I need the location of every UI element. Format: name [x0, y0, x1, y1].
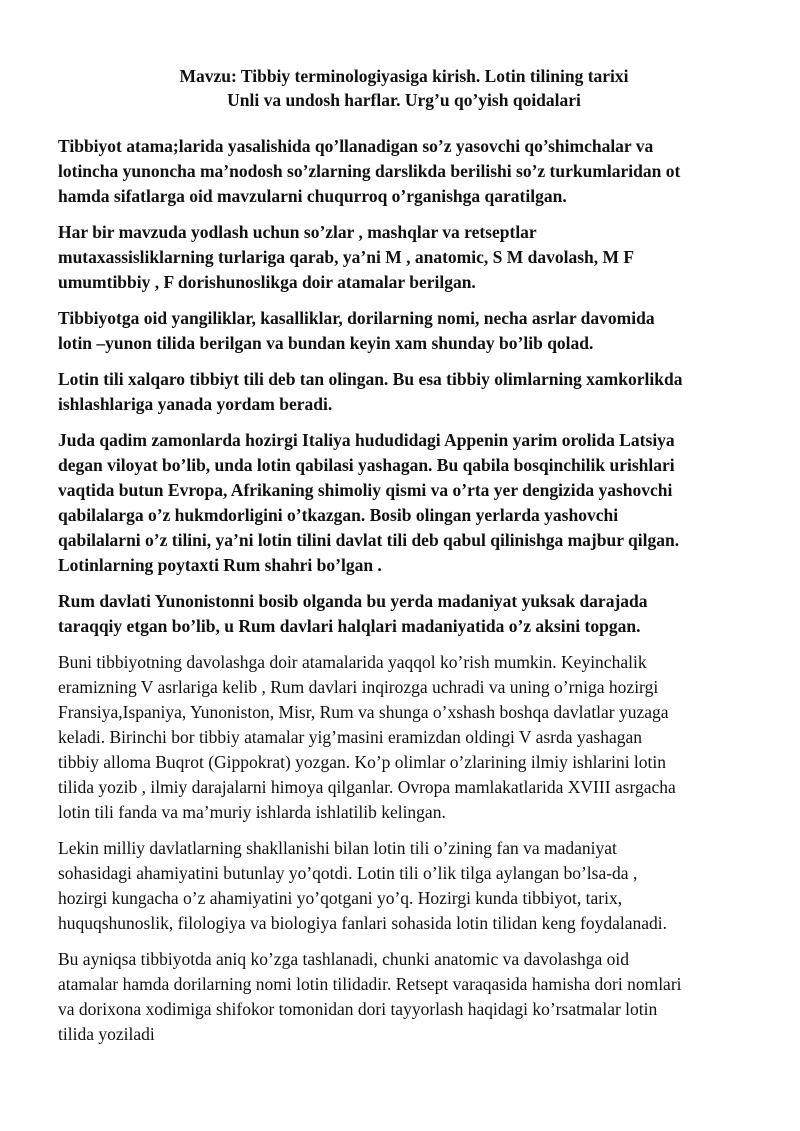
- paragraph-8: [58, 836, 750, 936]
- page-title: [58, 64, 750, 112]
- text-line: keladi. Birinchi bor tibbiy atamalar yig’masini eramizdan oldingi V asrda yashagan: [58, 727, 642, 747]
- text-line: Lotin tili xalqaro tibbiyt tili deb tan olingan. Bu esa tibbiy olimlarning xamkorlikda: [58, 369, 683, 389]
- paragraph-4: [58, 367, 750, 417]
- text-line: Tibbiyot atama;larida yasalishida qo’llanadigan so’z yasovchi qo’shimchalar va: [58, 136, 654, 156]
- paragraph-5: [58, 428, 750, 578]
- text-line: lotin tili fanda va ma’muriy ishlarda ishlatilib kelingan.: [58, 802, 446, 822]
- text-line: taraqqiy etgan bo’lib, u Rum davlari halqlari madaniyatida o’z aksini topgan.: [58, 616, 641, 636]
- text-line: hozirgi kungacha o’z ahamiyatini yo’qotgani yo’q. Hozirgi kunda tibbiyot, tarix,: [58, 888, 623, 908]
- subtitle-line: Unli va undosh harflar. Urg’u qo’yish qoidalari: [227, 90, 581, 110]
- text-line: Lekin milliy davlatlarning shakllanishi bilan lotin tili o’zining fan va madaniyat: [58, 838, 617, 858]
- text-line: Juda qadim zamonlarda hozirgi Italiya hududidagi Appenin yarim orolida Latsiya: [58, 430, 675, 450]
- text-line: lotincha yunoncha ma’nodosh so’zlarning darslikda berilishi so’z turkumlaridan ot: [58, 161, 681, 181]
- text-line: umumtibbiy , F dorishunoslikga doir atamalar berilgan.: [58, 272, 476, 292]
- text-line: degan viloyat bo’lib, unda lotin qabilasi yashagan. Bu qabila bosqinchilik urishlari: [58, 455, 675, 475]
- text-line: ishlashlariga yanada yordam beradi.: [58, 394, 333, 414]
- paragraph-6: [58, 589, 750, 639]
- text-line: vaqtida butun Evropa, Afrikaning shimoliy qismi va o’rta yer dengizida yashovchi: [58, 480, 673, 500]
- text-line: Bu ayniqsa tibbiyotda aniq ko’zga tashlanadi, chunki anatomic va davolashga oid: [58, 949, 630, 969]
- text-line: Buni tibbiyotning davolashga doir atamalarida yaqqol ko’rish mumkin. Keyinchalik: [58, 652, 647, 672]
- text-line: Tibbiyotga oid yangiliklar, kasalliklar, dorilarning nomi, necha asrlar davomida: [58, 308, 655, 328]
- paragraph-3: [58, 306, 750, 356]
- text-line: sohasidagi ahamiyatini butunlay yo’qotdi. Lotin tili o’lik tilga aylangan bo’lsa-da ,: [58, 863, 638, 883]
- text-line: tibbiy alloma Buqrot (Gippokrat) yozgan. Ko’p olimlar o’zlarining ilmiy ishlarini lotin: [58, 752, 667, 772]
- text-line: hamda sifatlarga oid mavzularni chuqurroq o’rganishga qaratilgan.: [58, 186, 567, 206]
- text-line: lotin –yunon tilida berilgan va bundan keyin xam shunday bo’lib qolad.: [58, 333, 594, 353]
- text-line: mutaxassisliklarning turlariga qarab, ya’ni M , anatomic, S M davolash, M F: [58, 247, 635, 267]
- paragraph-9: [58, 947, 750, 1047]
- text-line: atamalar hamda dorilarning nomi lotin tilidadir. Retsept varaqasida hamisha dori nomlari: [58, 974, 682, 994]
- text-line: huquqshunoslik, filologiya va biologiya fanlari sohasida lotin tilidan keng foydalanadi.: [58, 913, 667, 933]
- text-line: tilida yoziladi: [58, 1024, 155, 1044]
- text-line: Rum davlati Yunonistonni bosib olganda bu yerda madaniyat yuksak darajada: [58, 591, 648, 611]
- text-line: tilida yozib , ilmiy darajalarni himoya qilganlar. Ovropa mamlakatlarida XVIII asrgacha: [58, 777, 676, 797]
- text-line: Lotinlarning poytaxti Rum shahri bo’lgan .: [58, 555, 382, 575]
- text-line: qabilalarni o’z tilini, ya’ni lotin tilini davlat tili deb qabul qilinishga majbur qilgan.: [58, 530, 680, 550]
- title-line: Mavzu: Tibbiy terminologiyasiga kirish. Lotin tilining tarixi: [179, 66, 629, 86]
- paragraph-7: [58, 650, 750, 825]
- text-line: va dorixona xodimiga shifokor tomonidan dori tayyorlash haqidagi ko’rsatmalar lotin: [58, 999, 658, 1019]
- text-line: eramizning V asrlariga kelib , Rum davlari inqirozga uchradi va uning o’rniga hozirgi: [58, 677, 659, 697]
- text-line: qabilalarga o’z hukmdorligini o’tkazgan. Bosib olingan yerlarda yashovchi: [58, 505, 619, 525]
- paragraph-1: [58, 134, 750, 209]
- text-line: Fransiya,Ispaniya, Yunoniston, Misr, Rum va shunga o’xshash boshqa davlatlar yuzaga: [58, 702, 669, 722]
- paragraph-2: [58, 220, 750, 295]
- text-line: Har bir mavzuda yodlash uchun so’zlar , mashqlar va retseptlar: [58, 222, 537, 242]
